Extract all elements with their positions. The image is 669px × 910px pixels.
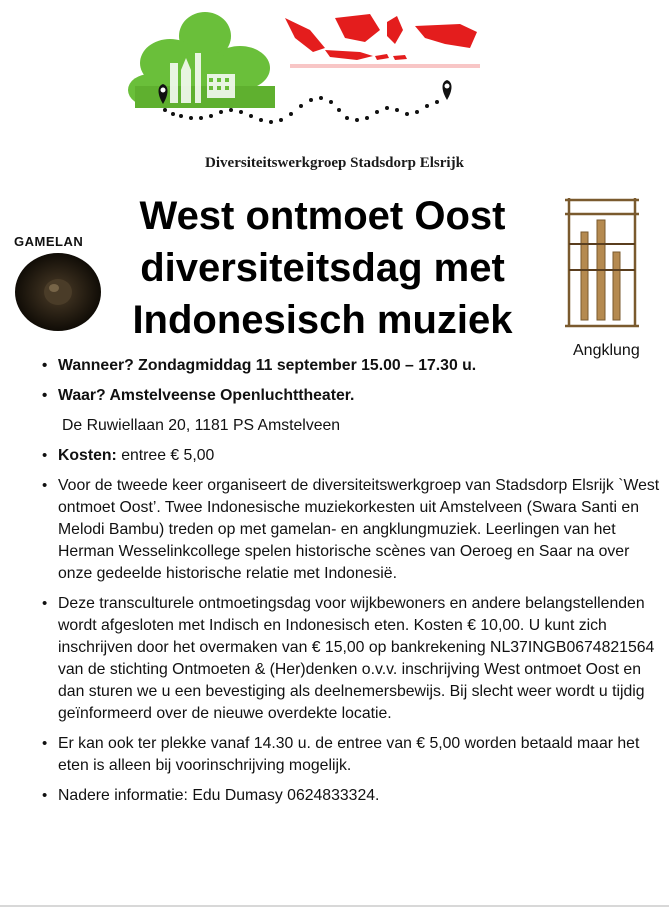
gong-image [14,252,102,332]
costs-value: entree € 5,00 [116,447,215,464]
angklung-label: Angklung [573,342,640,359]
costs-label: Kosten: [58,447,117,464]
registration-paragraph: • Deze transculturele ontmoetingsdag voor wijkbewoners en andere belangstellenden wordt afgesloten met Indisch en Indonesisch eten. Kosten € 10,00. U kunt zich inschrijven door het overmaken van € 15,00 op bankrekening NL37INGB0674821564 van de stichting Ontmoeten & (Her)denken o.v.v. inschrijving West ontmoet Oost en dan sturen we u een bevestiging als deelnemersbewijs. Bij slecht weer wordt u tijdig geïnformeerd over de nieuwe overdekte locatie. [42,593,662,725]
title-line-2: diversiteitsdag met [140,246,505,290]
logo-graphic [125,8,485,133]
page-bottom-divider [0,905,669,907]
event-title [95,190,550,346]
contact-info: • Nadere informatie: Edu Dumasy 0624833324. [42,785,662,807]
title-line-1: West ontmoet Oost [139,194,506,238]
leaf-cluster [128,12,275,108]
angklung-image [561,192,643,332]
address-line: De Ruwiellaan 20, 1181 PS Amstelveen [62,417,341,434]
costs-item [42,445,662,467]
where-item: • Waar? Amstelveense Openluchttheater. [42,385,662,407]
when-item: • Wanneer? Zondagmiddag 11 september 15.00 – 17.30 u. [42,355,662,377]
event-details [42,355,662,815]
gamelan-label: GAMELAN [14,234,84,249]
indonesia-map [285,14,480,68]
organisation-name: Diversiteitswerkgroep Stadsdorp Elsrijk [205,155,464,171]
title-line-3: Indonesisch muziek [132,298,513,342]
onsite-payment-paragraph: • Er kan ook ter plekke vanaf 14.30 u. de entree van € 5,00 worden betaald maar het eten is alleen bij voorinschrijving mogelijk. [42,733,662,777]
description-paragraph: • Voor de tweede keer organiseert de diversiteitswerkgroep van Stadsdorp Elsrijk `West ontmoet Oost’. Twee Indonesische muziekorkesten uit Amstelveen (Swara Santi en Melodi Bambu) treden op met gamelan- en angklungmuziek. Leerlingen van het Herman Wesselinkcollege spelen historische scènes van Oeroeg en Saar na over onze gedeelde historische relatie met Indonesië. [42,475,662,585]
